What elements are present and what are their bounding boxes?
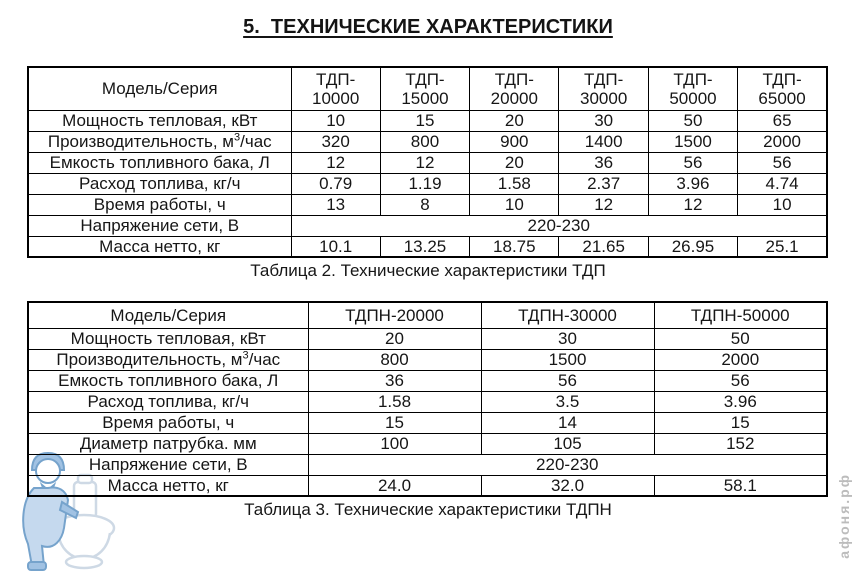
table-cell: 152 xyxy=(654,433,827,454)
table-cell: 1.58 xyxy=(470,173,559,194)
table-cell: 1.19 xyxy=(380,173,469,194)
table-row xyxy=(28,236,827,257)
tdp-spec-table xyxy=(27,66,828,258)
table-header-row xyxy=(28,67,827,110)
column-header-model: ТДПН-20000 xyxy=(308,302,481,328)
table-row xyxy=(28,454,827,475)
table-cell: 13 xyxy=(291,194,380,215)
table-cell: 15 xyxy=(308,412,481,433)
table-row xyxy=(28,152,827,173)
table-cell: 30 xyxy=(559,110,648,131)
table-cell: 10 xyxy=(470,194,559,215)
row-label: Напряжение сети, В xyxy=(28,454,308,475)
table-cell: 50 xyxy=(648,110,737,131)
row-label: Масса нетто, кг xyxy=(28,475,308,496)
table-cell-merged: 220-230 xyxy=(291,215,827,236)
table-cell: 800 xyxy=(380,131,469,152)
column-header-model-series: Модель/Серия xyxy=(28,302,308,328)
table-cell: 13.25 xyxy=(380,236,469,257)
column-header-model: ТДП- 10000 xyxy=(291,67,380,110)
table-cell: 3.96 xyxy=(654,391,827,412)
table-cell: 12 xyxy=(291,152,380,173)
table-row xyxy=(28,194,827,215)
table-cell: 2.37 xyxy=(559,173,648,194)
table-row xyxy=(28,370,827,391)
table-cell: 12 xyxy=(648,194,737,215)
table-cell: 14 xyxy=(481,412,654,433)
table-cell: 50 xyxy=(654,328,827,349)
site-watermark-text: афоня.рф xyxy=(836,473,852,559)
column-header-model: ТДПН-50000 xyxy=(654,302,827,328)
table-cell: 10.1 xyxy=(291,236,380,257)
table-cell: 105 xyxy=(481,433,654,454)
table-cell: 30 xyxy=(481,328,654,349)
column-header-model: ТДПН-30000 xyxy=(481,302,654,328)
table-cell: 56 xyxy=(648,152,737,173)
table-cell: 36 xyxy=(308,370,481,391)
column-header-model: ТДП- 15000 xyxy=(380,67,469,110)
table-cell: 900 xyxy=(470,131,559,152)
column-header-model: ТДП- 65000 xyxy=(738,67,827,110)
table-header-row xyxy=(28,302,827,328)
table-cell-merged: 220-230 xyxy=(308,454,827,475)
document-page xyxy=(0,16,856,520)
table-row xyxy=(28,328,827,349)
tdp-table-caption: Таблица 2. Технические характеристики ТДП xyxy=(250,261,606,280)
table-cell: 15 xyxy=(380,110,469,131)
row-label: Мощность тепловая, кВт xyxy=(28,110,291,131)
table-cell: 3.96 xyxy=(648,173,737,194)
table-cell: 10 xyxy=(738,194,827,215)
table-row xyxy=(28,391,827,412)
table-cell: 56 xyxy=(481,370,654,391)
row-label: Мощность тепловая, кВт xyxy=(28,328,308,349)
table-cell: 20 xyxy=(470,110,559,131)
row-label: Время работы, ч xyxy=(28,194,291,215)
table-cell: 10 xyxy=(291,110,380,131)
table-cell: 0.79 xyxy=(291,173,380,194)
table-cell: 32.0 xyxy=(481,475,654,496)
table-cell: 56 xyxy=(654,370,827,391)
table-row xyxy=(28,475,827,496)
table-cell: 56 xyxy=(738,152,827,173)
table-cell: 1.58 xyxy=(308,391,481,412)
tdpn-table-caption: Таблица 3. Технические характеристики ТДПН xyxy=(244,500,612,519)
table-row xyxy=(28,131,827,152)
table-row xyxy=(28,173,827,194)
row-label: Емкость топливного бака, Л xyxy=(28,152,291,173)
table-cell: 12 xyxy=(559,194,648,215)
page-title: 5. ТЕХНИЧЕСКИЕ ХАРАКТЕРИСТИКИ xyxy=(243,16,613,38)
table-cell: 18.75 xyxy=(470,236,559,257)
table-cell: 1400 xyxy=(559,131,648,152)
table-cell: 2000 xyxy=(738,131,827,152)
table-cell: 21.65 xyxy=(559,236,648,257)
table-cell: 320 xyxy=(291,131,380,152)
table-cell: 15 xyxy=(654,412,827,433)
table-cell: 4.74 xyxy=(738,173,827,194)
table-row xyxy=(28,110,827,131)
table-cell: 3.5 xyxy=(481,391,654,412)
table-cell: 1500 xyxy=(481,349,654,370)
row-label: Время работы, ч xyxy=(28,412,308,433)
table-cell: 36 xyxy=(559,152,648,173)
row-label: Производительность, $м^3$/час xyxy=(28,349,308,370)
row-label: Напряжение сети, В xyxy=(28,215,291,236)
row-label: Производительность, $м^3$/час xyxy=(28,131,291,152)
table-cell: 100 xyxy=(308,433,481,454)
table-cell: 25.1 xyxy=(738,236,827,257)
column-header-model: ТДП- 30000 xyxy=(559,67,648,110)
table-cell: 800 xyxy=(308,349,481,370)
table-cell: 20 xyxy=(470,152,559,173)
table-row xyxy=(28,412,827,433)
row-label: Емкость топливного бака, Л xyxy=(28,370,308,391)
row-label: Масса нетто, кг xyxy=(28,236,291,257)
column-header-model-series: Модель/Серия xyxy=(28,67,291,110)
table-cell: 58.1 xyxy=(654,475,827,496)
table-row xyxy=(28,215,827,236)
column-header-model: ТДП- 20000 xyxy=(470,67,559,110)
row-label: Диаметр патрубка. мм xyxy=(28,433,308,454)
table-cell: 65 xyxy=(738,110,827,131)
table-cell: 8 xyxy=(380,194,469,215)
row-label: Расход топлива, кг/ч xyxy=(28,173,291,194)
column-header-model: ТДП- 50000 xyxy=(648,67,737,110)
table-cell: 1500 xyxy=(648,131,737,152)
table-row xyxy=(28,349,827,370)
row-label: Расход топлива, кг/ч xyxy=(28,391,308,412)
table-cell: 20 xyxy=(308,328,481,349)
table-cell: 12 xyxy=(380,152,469,173)
table-cell: 26.95 xyxy=(648,236,737,257)
table-cell: 2000 xyxy=(654,349,827,370)
tdpn-spec-table xyxy=(27,301,828,497)
table-cell: 24.0 xyxy=(308,475,481,496)
table-row xyxy=(28,433,827,454)
